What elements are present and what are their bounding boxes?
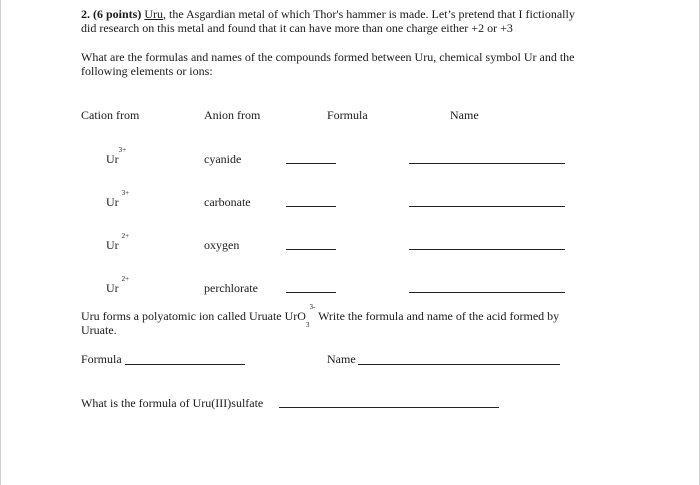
header-name: Name [450,108,479,122]
polyatomic-text-after: Write the formula and name of the acid formed by [315,309,560,323]
row-cation [106,146,127,166]
question-intro-line2: did research on this metal and found that it can have more than one charge either +2 or +3 [81,21,513,35]
polyatomic-line1 [81,303,560,329]
name-answer-blank[interactable] [409,292,565,293]
polyatomic-text: Uru forms a polyatomic ion called Uruate UrO [81,309,306,323]
sulfate-answer-blank[interactable] [279,407,499,408]
row-anion: perchlorate [204,281,258,295]
cation-symbol: Ur [106,281,122,295]
cation-symbol: Ur [106,195,122,209]
cation-charge: 2+ [121,275,130,283]
cation-charge: 3+ [118,146,127,154]
question-number: 2. [81,7,90,21]
acid-name-label: Name [327,352,356,366]
question-intro-line1 [81,7,575,21]
row-cation [106,189,130,209]
prompt-line1: What are the formulas and names of the compounds formed between Uru, chemical symbol Ur and the [81,50,575,64]
formula-answer-blank[interactable] [286,206,336,207]
cation-charge: 3+ [121,189,130,197]
intro-rest: , the Asgardian metal of which Thor's hammer is made. Let’s pretend that I fictionally [163,7,575,21]
formula-answer-blank[interactable] [286,163,336,164]
formula-answer-blank[interactable] [286,292,336,293]
header-cation: Cation from [81,108,140,122]
acid-formula-label: Formula [81,352,122,366]
row-anion: oxygen [204,238,240,252]
name-answer-blank[interactable] [409,163,565,164]
left-border [0,0,1,485]
acid-formula-blank[interactable] [125,364,245,365]
acid-name-blank[interactable] [358,364,560,365]
sulfate-question: What is the formula of Uru(III)sulfate [81,396,264,410]
row-anion: carbonate [204,195,251,209]
uruate-charge: 3- [309,303,316,311]
element-name: Uru [144,7,164,21]
question-points: (6 points) [93,7,142,21]
prompt-line2: following elements or ions: [81,64,213,78]
cation-symbol: Ur [106,152,119,166]
header-formula: Formula [327,108,368,122]
header-anion: Anion from [204,108,261,122]
row-cation [106,275,130,295]
row-anion: cyanide [204,152,242,166]
cation-charge: 2+ [121,232,130,240]
formula-answer-blank[interactable] [286,249,336,250]
name-answer-blank[interactable] [409,206,565,207]
uruate-subscript: 3 [305,321,310,329]
polyatomic-line2: Uruate. [81,323,117,337]
cation-symbol: Ur [106,238,122,252]
row-cation [106,232,130,252]
name-answer-blank[interactable] [409,249,565,250]
